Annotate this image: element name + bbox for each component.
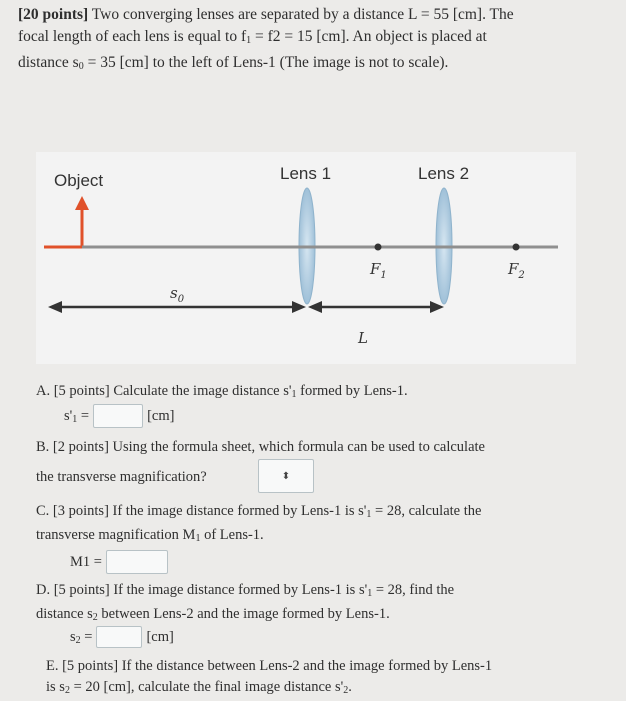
f1-subscript: 1 xyxy=(246,35,252,46)
question-a-text: A. [5 points] Calculate the image distance s' xyxy=(36,383,292,399)
answer-a-row xyxy=(64,404,174,428)
L-label: L xyxy=(358,329,368,347)
answer-a-unit: [cm] xyxy=(147,407,175,424)
question-c-line-1b: = 28, calculate the xyxy=(371,503,482,519)
answer-a-label: s' xyxy=(64,407,73,424)
question-c-sub2: 1 xyxy=(195,533,201,544)
question-e-line-2: is s xyxy=(46,679,65,695)
answer-d-sub: 2 xyxy=(75,634,81,646)
object-label: Object xyxy=(54,171,104,190)
select-arrows-icon: ⬍ xyxy=(281,470,291,482)
focal-point-f2 xyxy=(513,244,520,251)
f2-label: $F_2$ xyxy=(508,260,525,281)
question-a-text-end: formed by Lens-1. xyxy=(296,383,408,399)
question-d-line-2b: between Lens-2 and the image formed by Lens-1. xyxy=(97,606,390,622)
intro-line-2: focal length of each lens is equal to f xyxy=(18,28,247,45)
question-c xyxy=(36,501,481,549)
s0-label: $s_0$ xyxy=(170,284,185,305)
lens2-label: Lens 2 xyxy=(418,164,470,183)
question-d-sub: 1 xyxy=(367,588,373,599)
question-a xyxy=(36,381,408,405)
question-b-line-2: the transverse magnification? xyxy=(36,469,207,485)
question-d-sub2: 2 xyxy=(92,612,98,623)
L-arrow-left xyxy=(308,301,322,313)
problem-statement xyxy=(18,4,618,78)
question-d xyxy=(36,580,454,628)
answer-d-unit: [cm] xyxy=(146,628,174,645)
answer-c-row xyxy=(70,550,168,574)
object-arrowhead xyxy=(75,196,89,210)
answer-c-input[interactable] xyxy=(106,550,168,574)
question-d-line-1b: = 28, find the xyxy=(372,582,455,598)
f1-label: $F_1$ xyxy=(370,260,387,281)
question-e-sub2: 2 xyxy=(343,685,349,696)
question-b-line-1: B. [2 points] Using the formula sheet, which formula can be used to calculate xyxy=(36,439,485,455)
question-e-sub: 2 xyxy=(64,685,70,696)
answer-d-eq: = xyxy=(80,628,93,645)
question-a-sub: 1 xyxy=(291,389,297,400)
s0-subscript: 0 xyxy=(78,61,84,72)
answer-c-label: M1 = xyxy=(70,553,102,570)
question-d-line-1: D. [5 points] If the image distance formed by Lens-1 is s' xyxy=(36,582,368,598)
answer-a-sub: 1 xyxy=(72,413,78,425)
question-e xyxy=(46,656,492,701)
s0-arrow-right xyxy=(292,301,306,313)
question-e-line-2c: . xyxy=(348,679,352,695)
question-d-line-2: distance s xyxy=(36,606,93,622)
intro-line-1: Two converging lenses are separated by a distance L = 55 [cm]. The xyxy=(88,6,514,23)
s0-arrow-left xyxy=(48,301,62,313)
answer-d-row xyxy=(70,626,174,648)
lens1-label: Lens 1 xyxy=(280,164,332,183)
formula-select[interactable] xyxy=(258,459,314,493)
question-e-line-2b: = 20 [cm], calculate the final image distance s' xyxy=(69,679,344,695)
intro-line-3b: = 35 [cm] to the left of Lens-1 (The image is not to scale). xyxy=(83,54,449,71)
lens-diagram xyxy=(36,152,576,364)
question-c-line-2b: of Lens-1. xyxy=(200,527,264,543)
answer-a-eq: = xyxy=(77,407,90,424)
question-c-sub: 1 xyxy=(366,509,372,520)
question-c-line-1: C. [3 points] If the image distance formed by Lens-1 is s' xyxy=(36,503,367,519)
question-e-line-1: E. [5 points] If the distance between Lens-2 and the image formed by Lens-1 xyxy=(46,658,493,674)
points-label: [20 points] xyxy=(18,6,89,23)
answer-d-label: s xyxy=(70,628,76,645)
answer-a-input[interactable] xyxy=(93,404,143,428)
intro-line-2b: = f2 = 15 [cm]. An object is placed at xyxy=(251,28,487,45)
intro-line-3: distance s xyxy=(18,54,79,71)
answer-d-input[interactable] xyxy=(96,626,142,648)
focal-point-f1 xyxy=(375,244,382,251)
question-c-line-2: transverse magnification M xyxy=(36,527,196,543)
